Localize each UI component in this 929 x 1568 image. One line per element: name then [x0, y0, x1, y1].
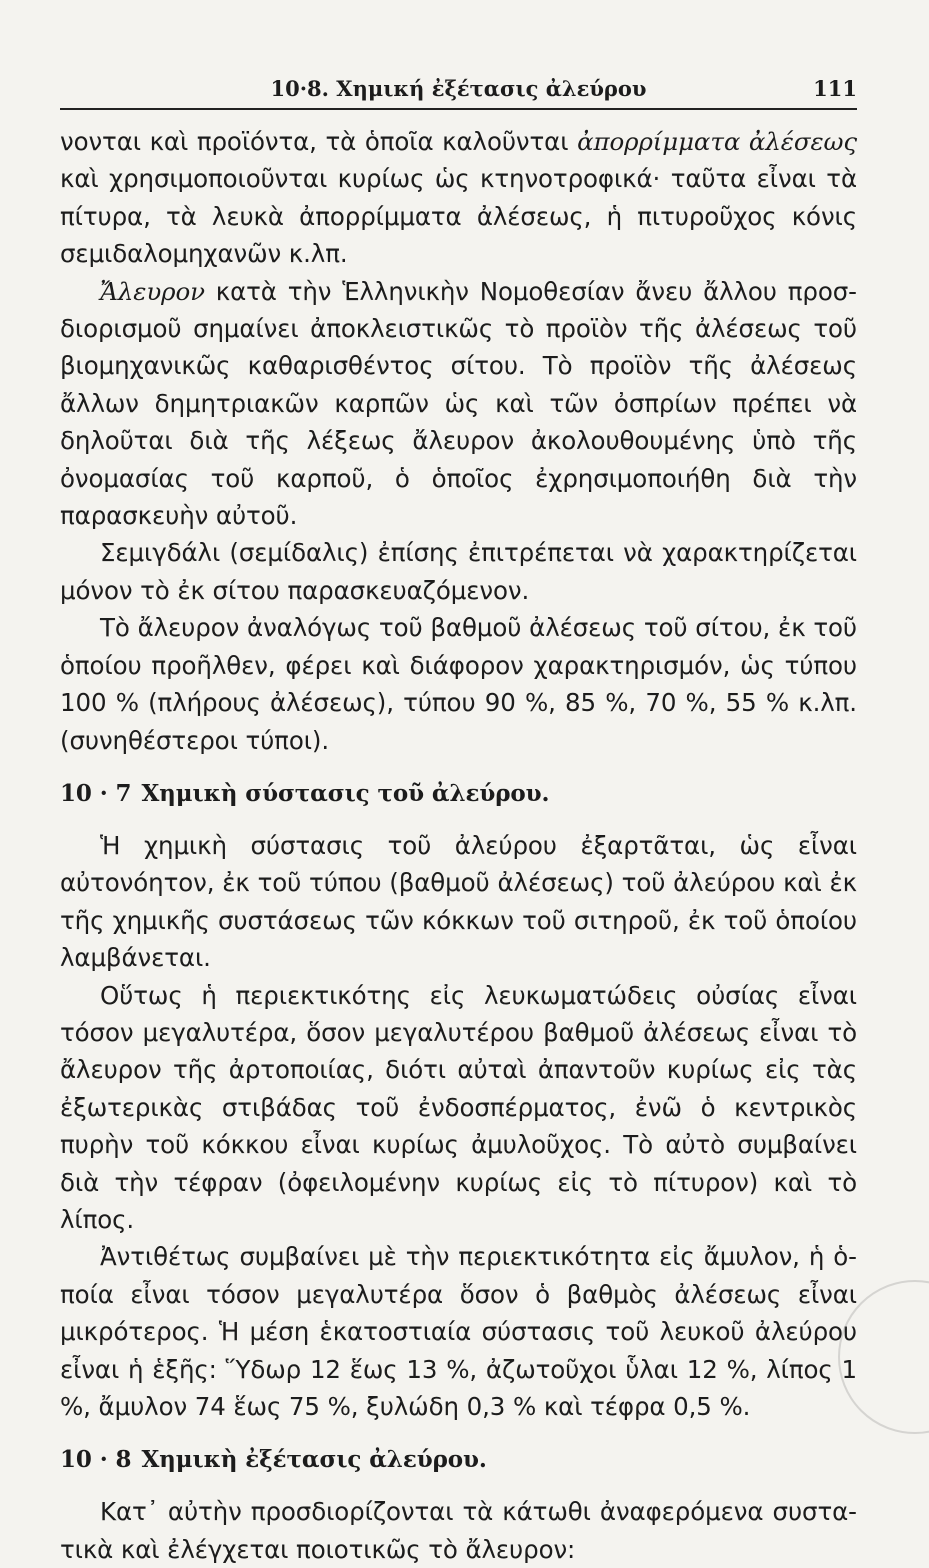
- section-title: Χημικὴ ἐξέτασις ἀλεύρου.: [141, 1446, 487, 1474]
- paragraph-7: Ἀντιθέτως συμβαίνει μὲ τὴν περιεκτικότητα εἰς ἄμυλον, ἡ ὁποία εἶναι τόσον μεγαλυτέρα ὅσον ὁ βαθμὸς ἀλέσεως εἶναι μικρότερος. Ἡ μέση ἑκατοστιαία σύστασις τοῦ λευκοῦ ἀλεύρου εἶναι ἡ ἑξῆς: Ὕδωρ 12 ἕως 13 %, ἀζωτοῦχοι ὗλαι 12 %, λίπος 1 %, ἄμυλον 74 ἕως 75 %, ξυλώδη 0,3 % καὶ τέφρα 0,5 %.: [60, 1242, 857, 1421]
- running-title: 10·8. Χημική ἐξέτασις ἀλεύρου: [270, 76, 647, 101]
- paragraph-2-text: κατὰ τὴν Ἑλληνικὴν Νομοθεσίαν ἄνευ ἄλλου προσδιορισμοῦ σημαίνει ἀποκλειστικῶς τὸ προϊὸν τῆς ἀλέσεως τοῦ βιομηχανικῶς καθαρισθέντος σίτου. Τὸ προϊὸν τῆς ἀλέσεως ἄλλων δημητριακῶν καρπῶν ὡς καὶ τῶν ὀσπρίων πρέπει νὰ δηλοῦται διὰ τῆς λέξεως ἄλευρον ἀκολουθουμένης ὑπὸ τῆς ὀνομασίας τοῦ καρποῦ, ὁ ὁποῖος ἐχρησιμοποιήθη διὰ τὴν παρασκευὴν αὐτοῦ.: [60, 276, 857, 531]
- section-number: 10 · 8: [60, 1446, 132, 1474]
- paragraph-1-start: νονται καὶ προϊόντα, τὰ ὁποῖα καλοῦνται: [60, 127, 578, 156]
- italic-term-aporrimmata: ἀπορρίμματα ἀλέσεως: [577, 127, 857, 156]
- paragraph-5: Ἡ χημικὴ σύστασις τοῦ ἀλεύρου ἐξαρτᾶται, ὡς εἶναι αὐτονόητον, ἐκ τοῦ τύπου (βαθμοῦ ἀλέσεως) τοῦ ἀλεύρου καὶ ἐκ τῆς χημικῆς συστάσεως τῶν κόκκων τοῦ σιτηροῦ, ἐκ τοῦ ὁποίου λαμβάνεται.: [60, 830, 857, 973]
- paragraph-4: Τὸ ἄλευρον ἀναλόγως τοῦ βαθμοῦ ἀλέσεως τοῦ σίτου, ἐκ τοῦ ὁποίου προῆλθεν, φέρει καὶ διάφορον χαρακτηρισμόν, ὡς τύπου 100 % (πλήρους ἀλέσεως), τύπου 90 %, 85 %, 70 %, 55 % κ.λπ. (συνηθέστεροι τύποι).: [60, 613, 857, 755]
- section-heading-10-8: [60, 1443, 857, 1477]
- italic-term-aleuron: Ἄλευρον: [100, 276, 205, 306]
- running-head: [60, 72, 857, 110]
- section-heading-10-7: [60, 777, 857, 811]
- section-title: Χημικὴ σύστασις τοῦ ἀλεύρου.: [141, 779, 550, 807]
- paragraph-8: Κατ᾽ αὐτὴν προσδιορίζονται τὰ κάτωθι ἀναφερόμενα συστατικὰ καὶ ἐλέγχεται ποιοτικῶς τὸ ἄλευρον:: [60, 1497, 857, 1564]
- paragraph-2: [60, 273, 857, 535]
- paragraph-1: [60, 123, 857, 273]
- paragraph-1-end: καὶ χρησιμοποιοῦνται κυρίως ὡς κτηνοτροφικά· ταῦτα εἶναι τὰ πίτυρα, τὰ λευκὰ ἀπορρίμματα ἀλέσεως, ἡ πιτυροῦχος κόνις σεμιδαλομηχανῶν κ.λπ.: [60, 164, 857, 269]
- body-text: [60, 123, 857, 1568]
- paragraph-3: Σεμιγδάλι (σεμίδαλις) ἐπίσης ἐπιτρέπεται νὰ χαρακτηρίζεται μόνον τὸ ἐκ σίτου παρασκευαζόμενον.: [60, 538, 857, 605]
- section-number: 10 · 7: [60, 779, 132, 807]
- paragraph-6: Οὕτως ἡ περιεκτικότης εἰς λευκωματώδεις οὐσίας εἶναι τόσον μεγαλυτέρα, ὅσον μεγαλυτέρου βαθμοῦ ἀλέσεως εἶναι τὸ ἄλευρον τῆς ἀρτοποιίας, διότι αὐταὶ ἀπαντοῦν κυρίως εἰς τὰς ἐξωτερικὰς στιβάδας τοῦ ἐνδοσπέρματος, ἐνῶ ὁ κεντρικὸς πυρὴν τοῦ κόκκου εἶναι κυρίως ἀμυλοῦχος. Τὸ αὐτὸ συμβαίνει διὰ τὴν τέφραν (ὀφειλομένην κυρίως εἰς τὸ πίτυρον) καὶ τὸ λίπος.: [60, 980, 857, 1234]
- page-number: 111: [813, 76, 857, 101]
